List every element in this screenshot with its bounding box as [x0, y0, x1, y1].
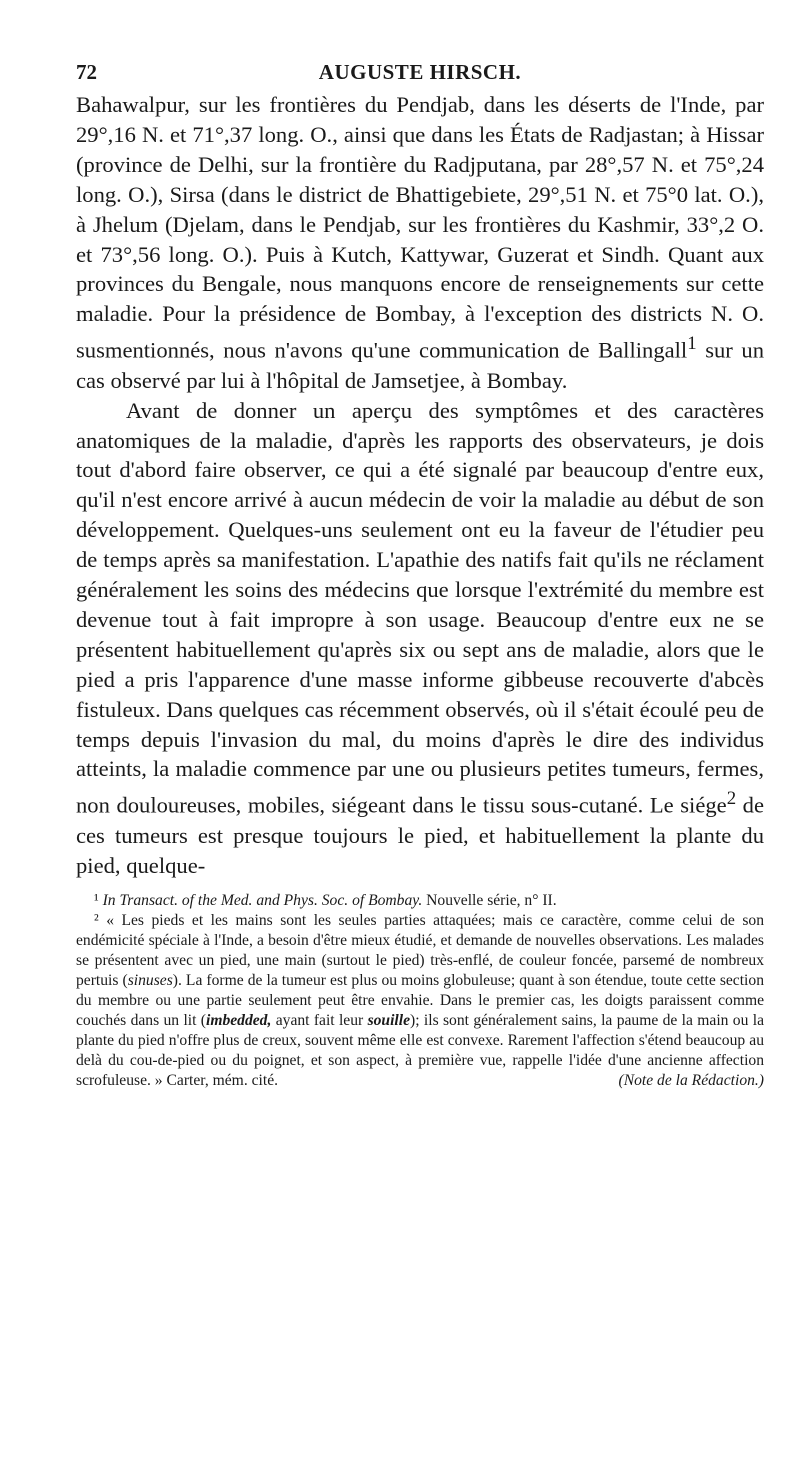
- footnote-2-souille: souille: [367, 1011, 411, 1029]
- footnote-ref-1: 1: [687, 333, 697, 355]
- paragraph-2-text: Avant de donner un aperçu des symptômes et des caractères anatomiques de la maladie, d'après les rapports des observateurs, je dois tout d'abord faire observer, ce qui a été signalé par beaucoup d'entre eux, qu'il n'est encore arrivé à aucun médecin de voir la maladie au début de son développement. Quelques-uns seulement ont eu la faveur de l'étudier peu de temps après sa manifestation. L'apathie des natifs fait qu'ils ne réclament généralement les soins des médecins que lorsque l'extrémité du membre est devenue tout à fait impropre à son usage. Beaucoup d'entre eux ne se présentent habituellement qu'après six ou sept ans de maladie, alors que le pied a pris l'apparence d'une masse informe gibbeuse recouverte d'abcès fistuleux. Dans quelques cas récemment observés, où il s'était écoulé peu de temps depuis l'invasion du mal, du moins d'après le dire des individus atteints, la maladie commence par une ou plusieurs petites tumeurs, fermes, non douloureuses, mobiles, siégeant dans le tissu sous-cutané. Le siége: [76, 397, 764, 818]
- page-number: 72: [76, 60, 97, 84]
- footnote-2-sinuses: sinuses: [127, 971, 173, 989]
- footnote-2-imbedded: imbedded,: [205, 1011, 272, 1029]
- paragraph-2: [76, 396, 764, 881]
- footnote-2-part-b: ). La forme de la tumeur est plus ou moins globuleuse; quant à son étendue, toute cette section du membre ou une partie seulement peut être envahie. Dans le premier cas, les doigts paraissent comme couchés dans un lit (: [76, 971, 764, 1029]
- footnote-ref-2: 2: [726, 788, 737, 810]
- editor-note: (Note de la Rédaction.): [618, 1071, 764, 1089]
- footnote-2-part-c: ayant fait leur: [271, 1011, 368, 1029]
- footnote-1: [76, 891, 764, 911]
- footnote-1-source: In Transact. of the Med. and Phys. Soc. of Bombay.: [102, 891, 423, 909]
- paragraph-1-end: sur un cas observé par lui à l'hôpital de Jamsetjee, à Bombay.: [76, 337, 764, 393]
- footnote-2-mark: ²: [94, 911, 99, 929]
- footnote-2-part-a: « Les pieds et les mains sont les seules parties attaquées; mais ce caractère, comme celui de son endémicité spéciale à l'Inde, a besoin d'être mieux étudié, et demande de nouvelles observations. Les malades se présentent avec un pied, une main (surtout le pied) très-enflé, de couleur foncée, parsemé de nombreux pertuis (: [76, 911, 764, 989]
- paragraph-1: [76, 90, 764, 396]
- footnotes: [76, 891, 764, 1091]
- footnote-2: [76, 911, 764, 1091]
- running-title: AUGUSTE HIRSCH.: [318, 60, 522, 84]
- paragraph-2-end: de ces tumeurs est presque toujours le pied, et habituellement la plante du pied, quelque-: [76, 792, 764, 878]
- footnote-1-rest: Nouvelle série, n° II.: [422, 891, 557, 909]
- main-text: [76, 90, 764, 881]
- page-header: [76, 50, 764, 90]
- footnote-1-mark: ¹: [94, 891, 99, 909]
- footnote-2-part-d: ); ils sont généralement sains, la paume de la main ou la plante du pied n'offre plus de creux, souvent même elle est convexe. Rarement l'affection s'étend beaucoup au delà du cou-de-pied ou du poignet, et son aspect, à première vue, rappelle l'idée d'une ancienne affection scrofuleuse. » Carter, mém. cité.: [76, 1011, 764, 1089]
- paragraph-1-text: Bahawalpur, sur les frontières du Pendjab, dans les déserts de l'Inde, par 29°,16 N. et 71°,37 long. O., ainsi que dans les États de Radjastan; à Hissar (province de Delhi, sur la frontière du Radjputana, par 28°,57 N. et 75°,24 long. O.), Sirsa (dans le district de Bhattigebiete, 29°,51 N. et 75°0 lat. O.), à Jhelum (Djelam, dans le Pendjab, sur les frontières du Kashmir, 33°,2 O. et 73°,56 long. O.). Puis à Kutch, Kattywar, Guzerat et Sindh. Quant aux provinces du Bengale, nous manquons encore de renseignements sur cette maladie. Pour la présidence de Bombay, à l'exception des districts N. O. susmentionnés, nous n'avons qu'une communication de Ballingall: [76, 92, 764, 363]
